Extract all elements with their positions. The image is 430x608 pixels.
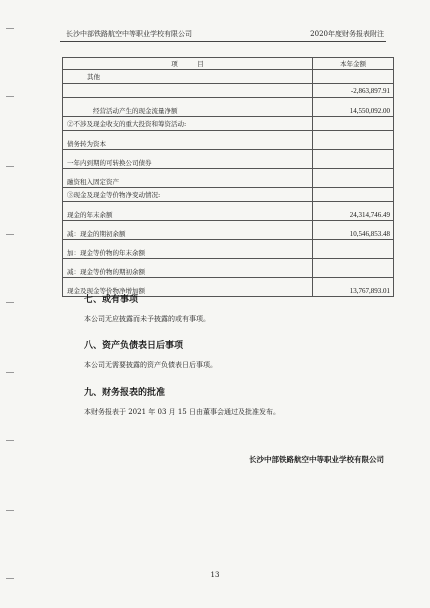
table-row <box>63 240 394 259</box>
row-amount <box>313 117 394 131</box>
row-amount: 14,550,092.00 <box>313 98 394 117</box>
page-number: 13 <box>210 571 220 579</box>
row-amount: -2,863,897.91 <box>313 84 394 98</box>
section-title-approval: 九、财务报表的批准 <box>84 388 166 398</box>
table-row <box>63 98 394 117</box>
row-label: 现金的年末余额 <box>63 202 313 221</box>
row-amount <box>313 240 394 259</box>
margin-tick <box>6 166 14 167</box>
row-label: 现金及现金等价物净增加额 <box>63 278 313 297</box>
row-label <box>63 84 313 98</box>
row-label: 融资租入固定资产 <box>63 169 313 188</box>
row-label: 加：现金等价物的年末余额 <box>63 240 313 259</box>
table-row <box>63 188 394 202</box>
column-header-amount: 本年金额 <box>313 58 394 70</box>
header-title: 2020年度财务报表附注 <box>310 30 384 38</box>
row-amount <box>313 259 394 278</box>
margin-tick <box>6 96 14 97</box>
section-text-approval: 本财务报表于 2021 年 03 月 15 日由董事会通过及批准发布。 <box>84 408 280 416</box>
section-title-subsequent-events: 八、资产负债表日后事项 <box>84 341 184 351</box>
row-amount: 24,314,746.49 <box>313 202 394 221</box>
margin-tick <box>6 510 14 511</box>
row-label: 一年内到期的可转换公司债券 <box>63 150 313 169</box>
margin-tick <box>6 372 14 373</box>
cash-flow-table <box>62 57 394 297</box>
section-text-contingencies: 本公司无应披露而未予披露的或有事项。 <box>84 315 210 323</box>
table-header-row <box>63 58 394 70</box>
table-row <box>63 84 394 98</box>
row-amount <box>313 169 394 188</box>
margin-tick <box>6 302 14 303</box>
row-amount <box>313 150 394 169</box>
table-row <box>63 131 394 150</box>
margin-tick <box>6 234 14 235</box>
header-company: 长沙中部铁路航空中等职业学校有限公司 <box>66 30 192 38</box>
table-row <box>63 70 394 84</box>
margin-tick <box>6 28 14 29</box>
row-amount <box>313 131 394 150</box>
table-row <box>63 117 394 131</box>
row-amount: 10,546,853.48 <box>313 221 394 240</box>
row-label: 减：现金等价物的期初余额 <box>63 259 313 278</box>
section-text-subsequent-events: 本公司无需要披露的资产负债表日后事项。 <box>84 361 217 369</box>
row-amount <box>313 188 394 202</box>
header-rule <box>60 41 386 42</box>
row-label: 减：现金的期初余额 <box>63 221 313 240</box>
row-amount <box>313 70 394 84</box>
row-label: ②不涉及现金收支的重大投资和筹资活动: <box>63 117 313 131</box>
row-label: 债务转为资本 <box>63 131 313 150</box>
row-label: ③现金及现金等价物净变动情况: <box>63 188 313 202</box>
company-signature: 长沙中部铁路航空中等职业学校有限公司 <box>249 455 384 464</box>
table-row <box>63 259 394 278</box>
table-row <box>63 169 394 188</box>
margin-tick <box>6 440 14 441</box>
column-header-item: 项 目 <box>63 58 313 70</box>
section-title-contingencies: 七、或有事项 <box>84 295 139 305</box>
table-row <box>63 202 394 221</box>
row-amount: 13,767,893.01 <box>313 278 394 297</box>
row-label: 经营活动产生的现金流量净额 <box>63 98 313 117</box>
table-row <box>63 221 394 240</box>
table-row <box>63 150 394 169</box>
row-label: 其他 <box>63 70 313 84</box>
